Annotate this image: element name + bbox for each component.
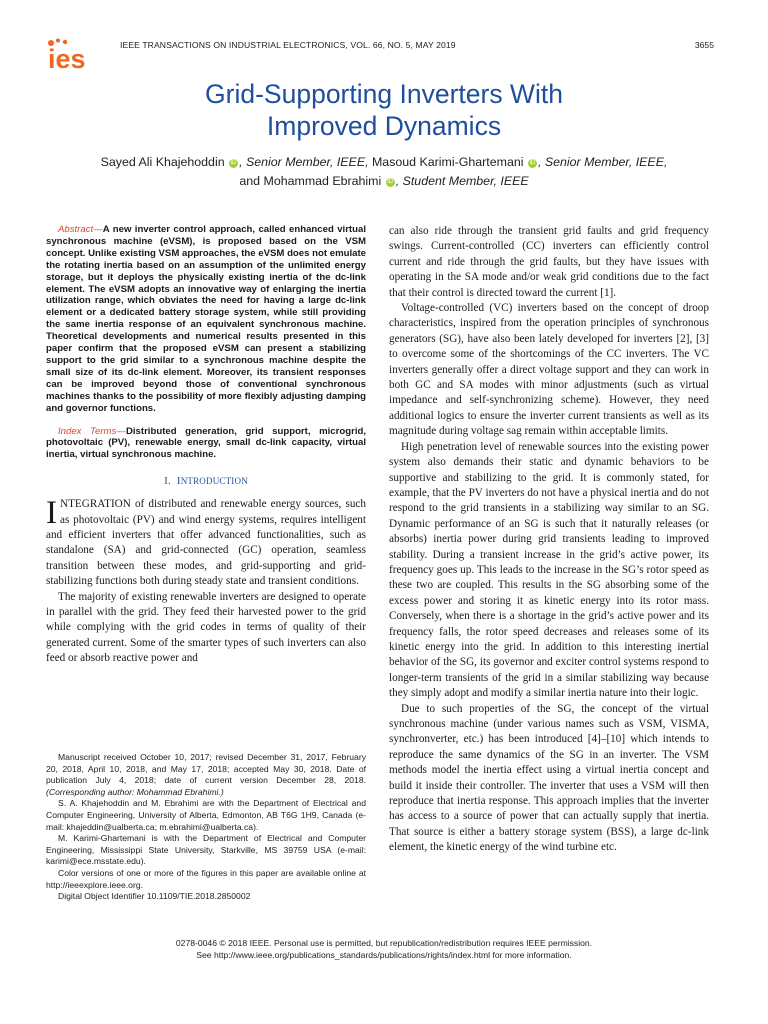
journal-name: IEEE TRANSACTIONS ON INDUSTRIAL ELECTRONICS, VOL. 66, NO. 5, MAY 2019 xyxy=(120,40,456,50)
ies-logo xyxy=(46,38,106,72)
drop-cap: I xyxy=(46,495,57,532)
body-paragraph: can also ride through the transient grid faults and grid frequency swings. Current-controlled (CC) inverters can efficiently control current and ride through the grid faults, but they have issues with operating in the SA mode and/or weak grid conditions due to the fact that their control is directed toward the current [1]. xyxy=(389,225,709,299)
logo-text: ies xyxy=(48,44,86,72)
author-name: Mohammad Ebrahimi xyxy=(263,174,382,188)
paper-title xyxy=(60,78,708,142)
affiliation-note: M. Karimi-Ghartemani is with the Department of Electrical and Computer Engineering, Mississippi State University, Starkville, MS 39759 USA (e-mail: karimi@ece.msstate.edu). xyxy=(46,833,366,867)
section-number: I. xyxy=(164,475,171,488)
abstract-text: A new inverter control approach, called enhanced virtual synchronous machine (eVSM), is proposed based on the VSM concept. Unlike existing VSM approaches, the eVSM does not emulate the rotating inertia based on an assumption of the unlimited energy storage, but it deploys the physically existing inertia of the dc-link element. The eVSM adopts an innovative way of enlarging the inertia utilization range, which obviates the need for having a large dc-link element or a dedicated battery storage system, while still providing the same inertia response of an equivalent synchronous machine. Theoretical developments and numerical results presented in this paper confirm that the proposed eVSM can present a stabilizing support to the grid similar to a synchronous machine despite the small size of its dc-link element. Moreover, its transient responses can be improved beyond those of conventional synchronous machines thanks to the possibility of more flexibly adjusting damping and governor functions. xyxy=(46,224,366,414)
author-list xyxy=(40,153,728,191)
orcid-icon[interactable]: iD xyxy=(529,160,536,166)
author-role: , Senior Member, IEEE, xyxy=(239,155,369,169)
author-name: Sayed Ali Khajehoddin xyxy=(100,155,225,169)
manuscript-note xyxy=(46,752,366,798)
index-terms xyxy=(46,426,366,462)
intro-paragraph xyxy=(46,497,366,589)
title-line-2: Improved Dynamics xyxy=(266,111,502,141)
doi-note: Digital Object Identifier 10.1109/TIE.2018.2850002 xyxy=(58,891,251,902)
section-heading xyxy=(46,475,366,487)
section-title-rest: NTRODUCTION xyxy=(180,476,248,487)
index-terms-text: Distributed generation, grid support, microgrid, photovoltaic (PV), renewable energy, small dc-link capacity, virtual inertia, virtual synchronous machine. xyxy=(46,425,367,461)
rights-link[interactable]: See http://www.ieee.org/publications_standards/publications/rights/index.html for more information. xyxy=(196,949,572,960)
corresponding-author: (Corresponding author: Mohammad Ebrahimi.) xyxy=(46,786,224,797)
body-paragraph: Voltage-controlled (VC) inverters based on the concept of droop characteristics, inspired from the operation principles of synchronous generators (SG), have also been lately developed for inverters [2], [3] to overcome some of the shortcomings of the CC inverters. The VC inverters generally offer a direct voltage support and they can work in both GC and SA modes with minor adjustments (such as virtual impedance and self-synchronizing scheme). However, they need additional logics to ensure the inverter current transients as well as its magnitude during voltage sag remain within acceptable limits. xyxy=(389,302,709,438)
orcid-icon[interactable]: iD xyxy=(387,179,394,185)
affiliation-note: S. A. Khajehoddin and M. Ebrahimi are with the Department of Electrical and Computer Engineering, University of Alberta, Edmonton, AB T6G 1H9, Canada (e-mail: khajeddin@ualberta.ca; m.ebrahimi@ualberta.ca). xyxy=(46,798,366,832)
intro-text: NTEGRATION of distributed and renewable energy sources, such as photovoltaic (PV) and wind energy systems, requires intelligent and efficient inverters that offer advanced functionalities, such as standalone (SA) and grid-connected (GC) operation, seamless transition between these modes, and grid-supporting and grid-stabilizing functions both during steady state and transient conditions. xyxy=(46,498,366,588)
section-title-first: I xyxy=(176,475,181,488)
author-role: , Senior Member, IEEE, xyxy=(537,155,668,169)
abstract xyxy=(46,224,366,415)
right-column xyxy=(389,224,709,856)
footnotes xyxy=(46,752,366,903)
left-column xyxy=(46,224,366,667)
abstract-label: Abstract— xyxy=(58,224,103,235)
body-paragraph: The majority of existing renewable inverters are designed to operate in parallel with the grid. They feed their harvested power to the grid while complying with the grid codes in terms of quality of their generated current. Some of the smarter types of such inverters can also feed or absorb reactive power and xyxy=(46,590,366,665)
page-number: 3655 xyxy=(694,40,714,50)
page-header xyxy=(46,36,714,72)
body-paragraph: High penetration level of renewable sources into the existing power system also demands their static and dynamic behaviors to be supportive and stabilizing to the grid. It is commonly stated, for example, that the PV inverters do not have a physical inertia and do not respond to the grid transients in a stabilizing way similar to an SG. Dynamic performance of an SG is such that it naturally releases (or absorbs) inertia power during grid transients leading to improved stability. During a transient increase in the grid’s active power, its frequency goes up. This leads to the increase in the SG’s rotor speed as these two are coupled. This results in the SG absorbing some of the excess power and storing it as kinetic energy into its rotor mass. Conversely, when there is a shortage in the grid’s active power and its frequency falls, the rotor speed decreases and releases some of its kinetic energy into the grid. In addition to this interesting inertial behavior of the SG, its governor and exciter control systems respond to longer-term transients of the grid in a similar stabilizing way because they simply adopt and modify a similar inertia nature into their logic. xyxy=(389,440,709,700)
copyright-notice xyxy=(40,938,728,961)
title-line-1: Grid-Supporting Inverters With xyxy=(205,79,563,109)
manuscript-dates: Manuscript received October 10, 2017; revised December 31, 2017, February 20, 2018, April 10, 2018, and May 17, 2018; accepted May 30, 2018. Date of publication July 4, 2018; date of current version December 28, 2018. xyxy=(46,752,366,786)
orcid-icon[interactable]: iD xyxy=(230,160,237,166)
author-role: , Student Member, IEEE xyxy=(395,174,529,188)
author-name: Masoud Karimi-Ghartemani xyxy=(371,155,524,169)
index-terms-label: Index Terms— xyxy=(58,425,126,437)
body-paragraph: Due to such properties of the SG, the concept of the virtual synchronous machine (under various names such as VSM, VISMA, synchronverter, etc.) has been introduced [4]–[10] which intends to reproduce the same dynamics of the SG in an inverter. The VSM methods model the inertia effect using a virtual inertia concept and build it inside their controller. The inverter that uses a VSM will then reproduce that inertia response. This approach implies that the inverter has access to a source of power that can actually supply that inertia. That source is either a battery storage system (BSS), a large dc-link element, the kinetic energy of the wind turbine etc. xyxy=(389,702,709,854)
author-conjunction: and xyxy=(239,174,261,188)
color-figures-note: Color versions of one or more of the figures in this paper are available online at http://ieeexplore.ieee.org. xyxy=(46,867,366,890)
copyright-line: 0278-0046 © 2018 IEEE. Personal use is permitted, but republication/redistribution requires IEEE permission. xyxy=(175,938,593,948)
